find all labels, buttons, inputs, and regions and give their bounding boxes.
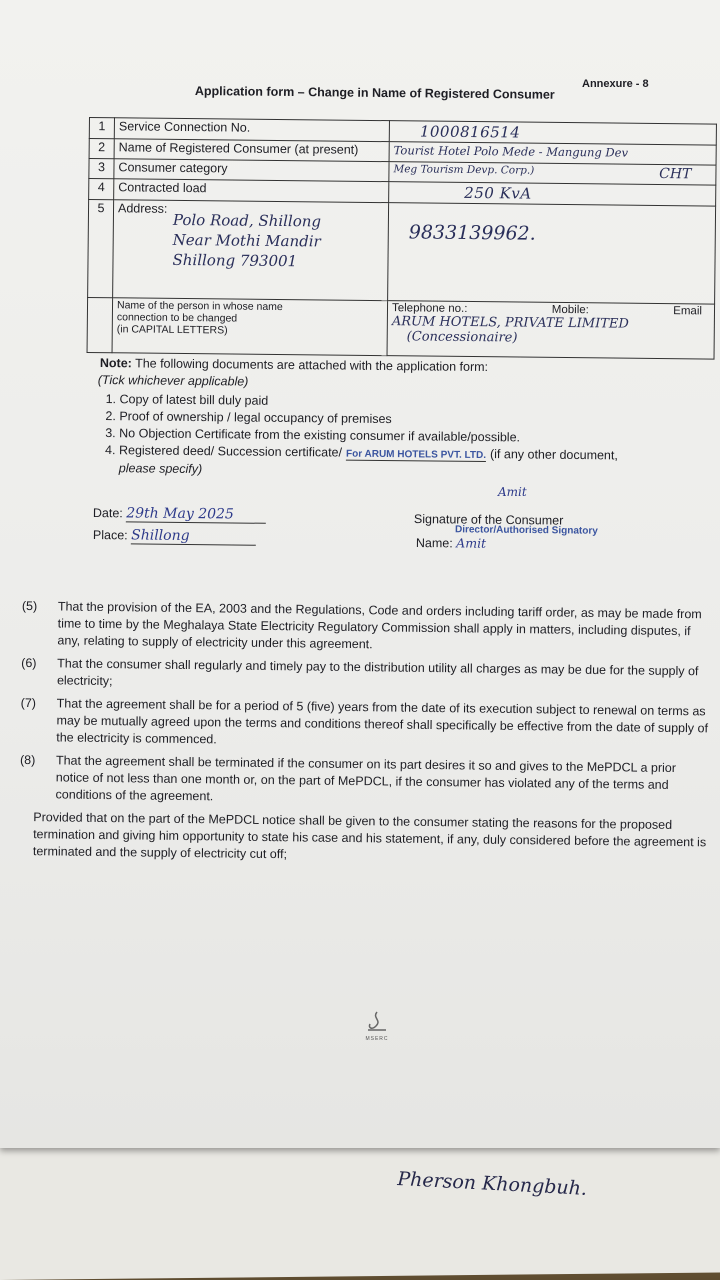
row-number: 2 [89, 139, 114, 159]
place-label: Place: [92, 527, 128, 543]
name-row [416, 535, 486, 551]
clause-text: That the agreement shall be terminated if the consumer on its part desires it so and gives to the MePDCL a prior notice of not less than one month or, on the part of MePDCL, if the consumer has violated any of the terms and conditions of the agreement. [55, 753, 677, 804]
list-item: 2. Proof of ownership / legal occupancy of premises [119, 408, 689, 431]
mserc-emblem-icon [362, 1010, 392, 1034]
agreement-clauses [19, 598, 712, 868]
label-line: connection to be changed [116, 311, 238, 325]
name-value: Amit [456, 535, 487, 551]
row-number: 1 [89, 118, 114, 139]
list-item: 1. Copy of latest bill duly paid [119, 391, 689, 414]
annexure-label: Annexure - 8 [582, 78, 649, 90]
clause-text: That the agreement shall be for a period of 5 (five) years from the date of its execution subject to renewal on terms as may be mutually agreed upon the terms and conditions thereof shall specifically be effective from the date of supply of the electricity is commenced. [56, 696, 709, 747]
note-text: The following documents are attached with the application form: [131, 356, 489, 375]
clause-number: (5) [21, 598, 38, 614]
mserc-logo [352, 1010, 402, 1042]
clause-5 [21, 598, 712, 657]
stamp-signature: Amit [498, 485, 527, 499]
form-title: Application form – Change in Name of Registered Consumer [194, 84, 555, 102]
date-row [93, 505, 267, 524]
item-tail2: please specify) [118, 461, 203, 477]
address-line: Shillong 793001 [172, 250, 298, 271]
clause-number: (6) [21, 655, 37, 671]
bottom-signature: Pherson Khongbuh. [396, 1168, 588, 1200]
application-table [87, 117, 717, 360]
document-list [119, 391, 690, 483]
table-row [87, 297, 715, 359]
row-label: Consumer category [114, 159, 389, 182]
address-line: Polo Road, Shillong [172, 210, 322, 231]
telephone-label: Telephone no.: [391, 302, 468, 315]
row-label: Contracted load [114, 179, 389, 203]
service-connection-value: 1000816514 [389, 121, 716, 145]
company-stamp: For ARUM HOTELS PVT. LTD. [345, 448, 487, 462]
row-number: 5 [88, 200, 114, 298]
name-label: Name: [415, 535, 453, 551]
proviso-text: Provided that on the part of the MePDCL notice shall be given to the consumer stating the reasons for the proposed termination and giving him opportunity to state his case and his statement, if any, duly considered before the agreement is terminated and the supply of electricity cut off; [32, 810, 707, 862]
label-line: Name of the person in whose name [116, 299, 283, 314]
new-name-cell [387, 301, 715, 359]
date-value: 29th May 2025 [126, 505, 266, 523]
list-item: 3. No Objection Certificate from the existing consumer if available/possible. [119, 425, 689, 448]
list-item [119, 442, 689, 483]
row-number: 4 [89, 179, 114, 200]
contracted-load-value: 250 KvA [389, 182, 716, 206]
note-section [99, 355, 690, 483]
place-value: Shillong [131, 527, 256, 545]
address-value [117, 209, 384, 272]
clause-number: (7) [20, 695, 37, 711]
signature-paper [0, 1140, 720, 1280]
category-code: CHT [659, 165, 692, 183]
logo-text: MSERC [365, 1036, 389, 1042]
address-line: Near Mothi Mandir [172, 230, 321, 251]
item-tail: (if any other document, [489, 447, 618, 463]
clause-7 [20, 695, 711, 754]
mobile-number-value: 9833139962. [388, 203, 716, 304]
clause-6 [21, 655, 711, 697]
row-number: 3 [89, 159, 114, 179]
row-label: Service Connection No. [114, 118, 389, 142]
clause-text: That the consumer shall regularly and timely pay to the distribution utility all charges as may be due for the supply of electricity; [56, 656, 699, 689]
note-bold: Note: [99, 355, 132, 371]
note-sub: (Tick whichever applicable) [97, 372, 249, 389]
address-cell [113, 200, 389, 301]
place-row [93, 527, 256, 546]
new-name-label [112, 298, 388, 356]
mobile-label: Mobile: [551, 303, 589, 317]
consumer-name-line: Tourist Hotel Polo Mede - Mangung Dev [393, 143, 629, 160]
new-consumer-note: (Concessionaire) [406, 329, 518, 346]
item-text: Registered deed/ Succession certificate/ [118, 443, 343, 460]
clause-8 [19, 752, 710, 811]
table-row [88, 200, 716, 305]
consumer-name-line2: Meg Tourism Devp. Corp.) [393, 163, 535, 177]
new-consumer-name: ARUM HOTELS, PRIVATE LIMITED [391, 314, 629, 332]
row-label: Name of Registered Consumer (at present) [114, 139, 389, 162]
clause-text: That the provision of the EA, 2003 and the Regulations, Code and orders including tariff order, as may be made from time to time by the Meghalaya State Electricity Regulatory Commission shall apply in matters, including disputes, if any, relating to supply of electricity under this agreement. [57, 599, 702, 652]
clause-number: (8) [19, 752, 36, 768]
signature-label: Signature of the Consumer [413, 512, 564, 528]
row-number [87, 297, 113, 352]
date-label: Date: [92, 505, 123, 521]
label-line: (in CAPITAL LETTERS) [116, 323, 228, 337]
address-label: Address: [117, 201, 168, 216]
stamp-role: Director/Authorised Signatory [454, 524, 598, 537]
email-label: Email [673, 305, 703, 318]
